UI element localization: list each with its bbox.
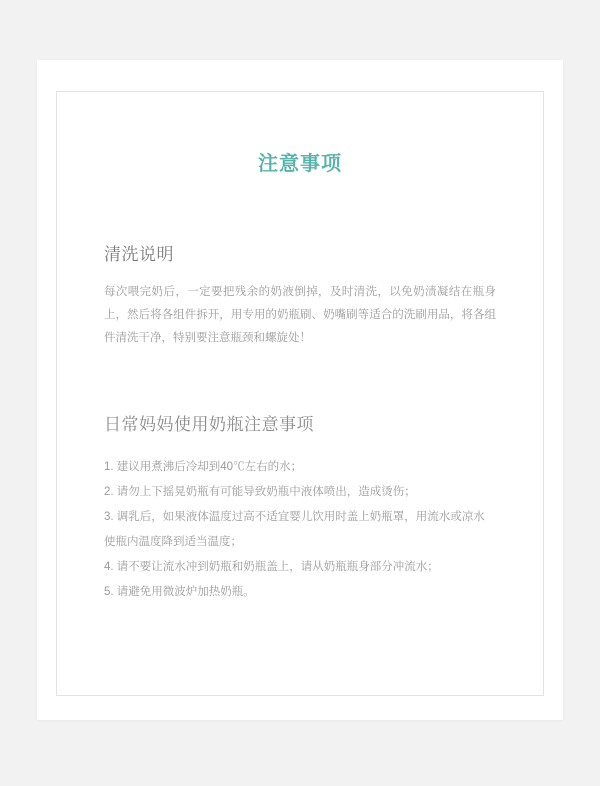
section-cleaning-instructions [104,240,496,350]
section-paragraph: 每次喂完奶后，一定要把残余的奶液倒掉，及时清洗，以免奶渍凝结在瓶身上，然后将各组件拆开，用专用的奶瓶刷、奶嘴刷等适合的洗刷用品，将各组件清洗干净，特别要注意瓶颈和螺旋处！ [104,286,496,344]
list-item: 5. 请避免用微波炉加热奶瓶。 [104,586,255,598]
page-title: 注意事项 [258,153,342,175]
section-heading: 清洗说明 [104,245,174,264]
document-body [57,240,543,605]
list-item: 3. 调乳后，如果液体温度过高不适宜婴儿饮用时盖上奶瓶罩，用流水或凉水使瓶内温度降到适当温度； [104,511,485,548]
document-content-frame [56,91,544,696]
list-item: 2. 请勿上下摇晃奶瓶有可能导致奶瓶中液体喷出，造成烫伤； [104,486,416,498]
list-item: 4. 请不要让流水冲到奶瓶和奶瓶盖上，请从奶瓶瓶身部分冲流水； [104,561,439,573]
section-daily-usage-notes [104,410,496,605]
section-heading: 日常妈妈使用奶瓶注意事项 [104,415,314,434]
notes-list [104,455,496,605]
document-page [37,60,563,720]
list-item: 1. 建议用煮沸后冷却到40℃左右的水； [104,461,303,473]
